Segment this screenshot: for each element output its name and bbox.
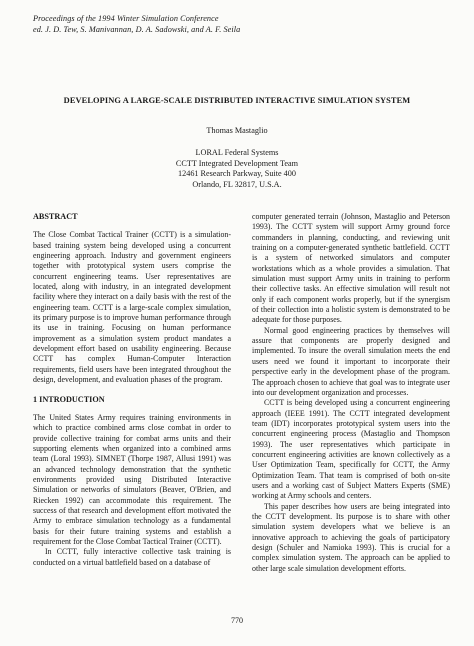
affiliation-line: CCTT Integrated Development Team xyxy=(175,158,299,168)
body-paragraph: CCTT is being developed using a concurrent engineering approach (IEEE 1991). The CCTT integrated development team (IDT) incorporates prototypical system users into the concurrent engineering process (Mastaglio and Thompson 1993). The user representatives which participate in concurrent engineering activities are known collectively as a User Optimization Team, specifically for CCTT, the Army Optimization Team. That team is comprised of both on-site users and a working cast of Subject Matters Experts (SME) working at Army schools and centers. xyxy=(252,398,450,501)
affiliation-line: Orlando, FL 32817, U.S.A. xyxy=(192,179,282,189)
body-paragraph: Normal good engineering practices by themselves will assure that components are properly designed and implemented. To insure the overall simulation meets the end users need we found it important to incorporate their perspective early in the development phase of the program. The approach chosen to achieve that goal was to integrate user into our development organization and processes. xyxy=(252,325,450,397)
abstract-text: The Close Combat Tactical Trainer (CCTT) is a simulation-based training system being developed using a concurrent engineering approach. Industry and government engineers together with prototypical system users comprise the concurrent engineering teams. User representatives are located, along with industry, in an integrated development facility where they interact on a daily basis with the rest of the engineering team. CCTT is a large-scale complex simulation, its primary purpose is to improve human performance through its use in training. Focusing on human performance improvement as a simulation system product mandates a development effort based on usability engineering. Because CCTT has complex Human-Computer Interaction requirements, field users have been integrated throughout the design, development, and evaluation phases of the program. xyxy=(33,230,231,385)
author-name: Thomas Mastaglio xyxy=(206,126,268,135)
introduction-heading: 1 INTRODUCTION xyxy=(33,394,105,404)
page-number: 770 xyxy=(231,616,243,625)
left-column xyxy=(33,212,231,568)
introduction-paragraph: The United States Army requires training environments in which to practice combined arms close combat in order to provide collective training for combat arms units and their supporting elements when organized into a combined arms team (Loral 1993). SIMNET (Thorpe 1987, Allusi 1991) was an advanced technology demonstration that the synthetic environments provided using Distributed Interactive Simulation or networks of simulators (Beaver, O'Brien, and Riecken 1992) can accommodate this requirement. The success of that research and development effort motivated the Army to embrace simulation technology as a fundamental basis for their future training systems and establish a requirement for the Close Combat Tactical Trainer (CCTT). xyxy=(33,412,231,546)
proceedings-header xyxy=(33,13,240,35)
proceedings-line-1: Proceedings of the 1994 Winter Simulation Conference xyxy=(33,14,219,23)
affiliation-line: 12461 Research Parkway, Suite 400 xyxy=(178,169,296,178)
paper-title: DEVELOPING A LARGE-SCALE DISTRIBUTED INTERACTIVE SIMULATION SYSTEM xyxy=(63,96,411,105)
introduction-paragraph: In CCTT, fully interactive collective task training is conducted on a virtual battlefield based on a database of xyxy=(33,547,231,567)
affiliation-block xyxy=(0,148,474,190)
abstract-heading: ABSTRACT xyxy=(33,212,78,221)
right-column xyxy=(252,212,450,574)
body-paragraph: computer generated terrain (Johnson, Mastaglio and Peterson 1993). The CCTT system will support Army ground force commanders in planning, conducting, and reviewing unit training on a computer-generated synthetic battlefield. CCTT is a system of networked simulators and computer workstations which as a whole provides a simulation. That simulation must support Army units in training to perform their collective tasks. An effective simulation will result not only if each component works properly, but if the synergism of their collection into a holistic system is demonstrated to be adequate for those purposes. xyxy=(252,212,450,325)
affiliation-line: LORAL Federal Systems xyxy=(195,148,279,157)
body-paragraph: This paper describes how users are being integrated into the CCTT development. Its purpose is to share with other simulation system developers what we believe is an innovative approach to achieving the goals of participatory design (Schuler and Namioka 1993). This is crucial for a complex simulation system. The approach can be applied to other large scale simulation development efforts. xyxy=(252,501,450,573)
proceedings-line-2: ed. J. D. Tew, S. Manivannan, D. A. Sadowski, and A. F. Seila xyxy=(33,25,241,34)
